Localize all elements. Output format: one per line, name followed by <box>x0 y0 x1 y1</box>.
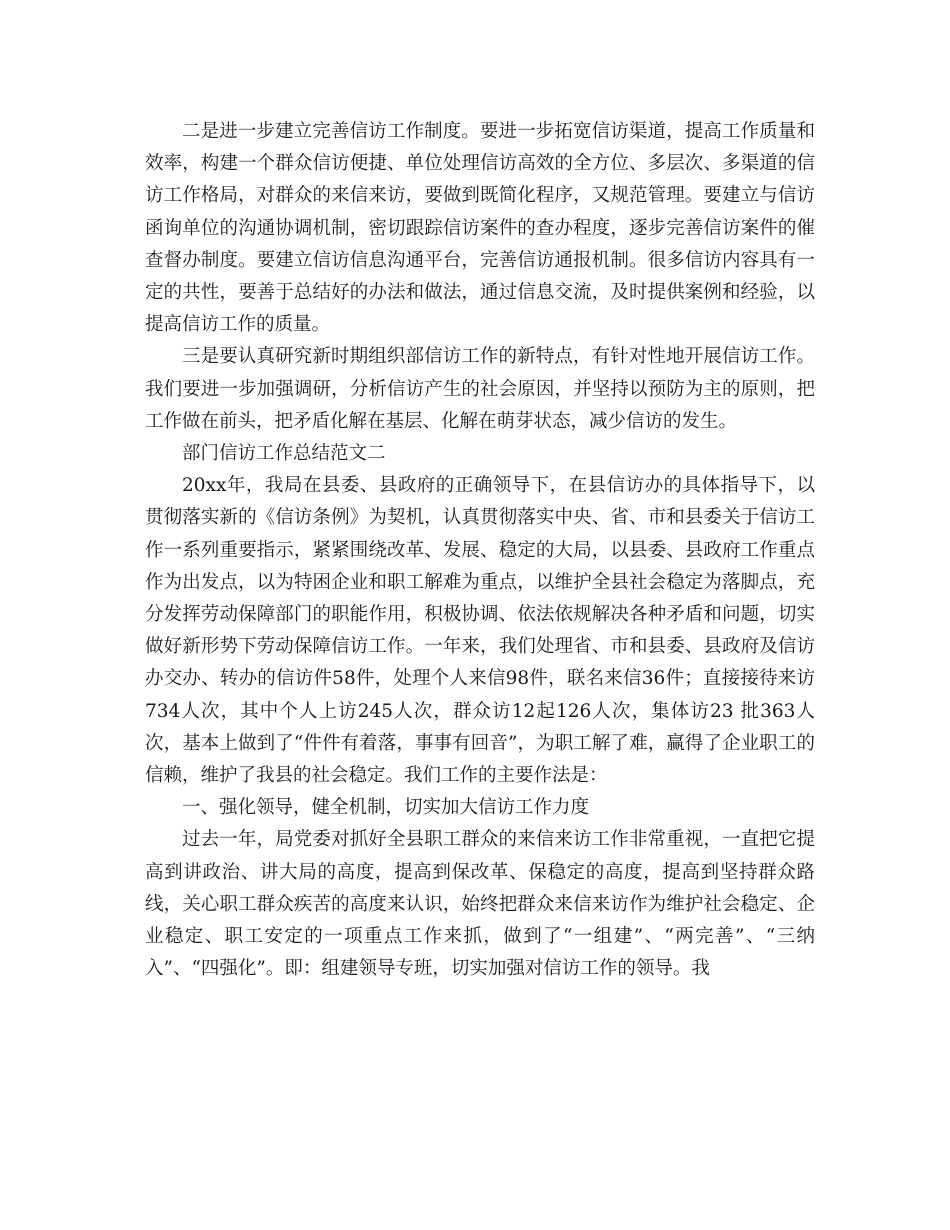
paragraph-system: 二是进一步建立完善信访工作制度。要进一步拓宽信访渠道，提高工作质量和效率，构建一个群众信访便捷、单位处理信访高效的全方位、多层次、多渠道的信访工作格局，对群众的来信来访，要做到既简化程序，又规范管理。要建立与信访函询单位的沟通协调机制，密切跟踪信访案件的查办程度，逐步完善信访案件的催查督办制度。要建立信访信息沟通平台，完善信访通报机制。很多信访内容具有一定的共性，要善于总结好的办法和做法，通过信息交流，及时提供案例和经验，以提高信访工作的质量。 <box>145 121 815 336</box>
paragraph-research: 三是要认真研究新时期组织部信访工作的新特点，有针对性地开展信访工作。我们要进一步加强调研，分析信访产生的社会原因，并坚持以预防为主的原则，把工作做在前头，把矛盾化解在基层、化解在萌芽状态，减少信访的发生。 <box>145 346 815 432</box>
section-title: 部门信访工作总结范文二 <box>182 443 386 465</box>
document-body <box>145 116 815 985</box>
subsection-heading: 一、强化领导，健全机制，切实加大信访工作力度 <box>182 797 590 819</box>
paragraph-leadership: 过去一年，局党委对抓好全县职工群众的来信来访工作非常重视，一直把它提高到讲政治、讲大局的高度，提高到保改革、保稳定的高度，提高到坚持群众路线，关心职工群众疾苦的高度来认识，始终把群众来信来访作为维护社会稳定、企业稳定、职工安定的一项重点工作来抓，做到了“一组建”、“两完善”、“三纳入”、“四强化”。即：组建领导专班，切实加强对信访工作的领导。我 <box>145 829 815 980</box>
paragraph-summary: 20xx年，我局在县委、县政府的正确领导下，在县信访办的具体指导下，以贯彻落实新的《信访条例》为契机，认真贯彻落实中央、省、市和县委关于信访工作一系列重要指示，紧紧围绕改革、发展、稳定的大局，以县委、县政府工作重点作为出发点，以为特困企业和职工解难为重点，以维护全县社会稳定为落脚点，充分发挥劳动保障部门的职能作用，积极协调、依法依规解决各种矛盾和问题，切实做好新形势下劳动保障信访工作。一年来，我们处理省、市和县委、县政府及信访办交办、转办的信访件58件，处理个人来信98件，联名来信36件；直接接待来访734人次，其中个人上访245人次，群众访12起126人次，集体访23 批363人次，基本上做到了“件件有着落，事事有回音”，为职工解了难，赢得了企业职工的信赖，维护了我县的社会稳定。我们工作的主要作法是： <box>145 475 815 787</box>
